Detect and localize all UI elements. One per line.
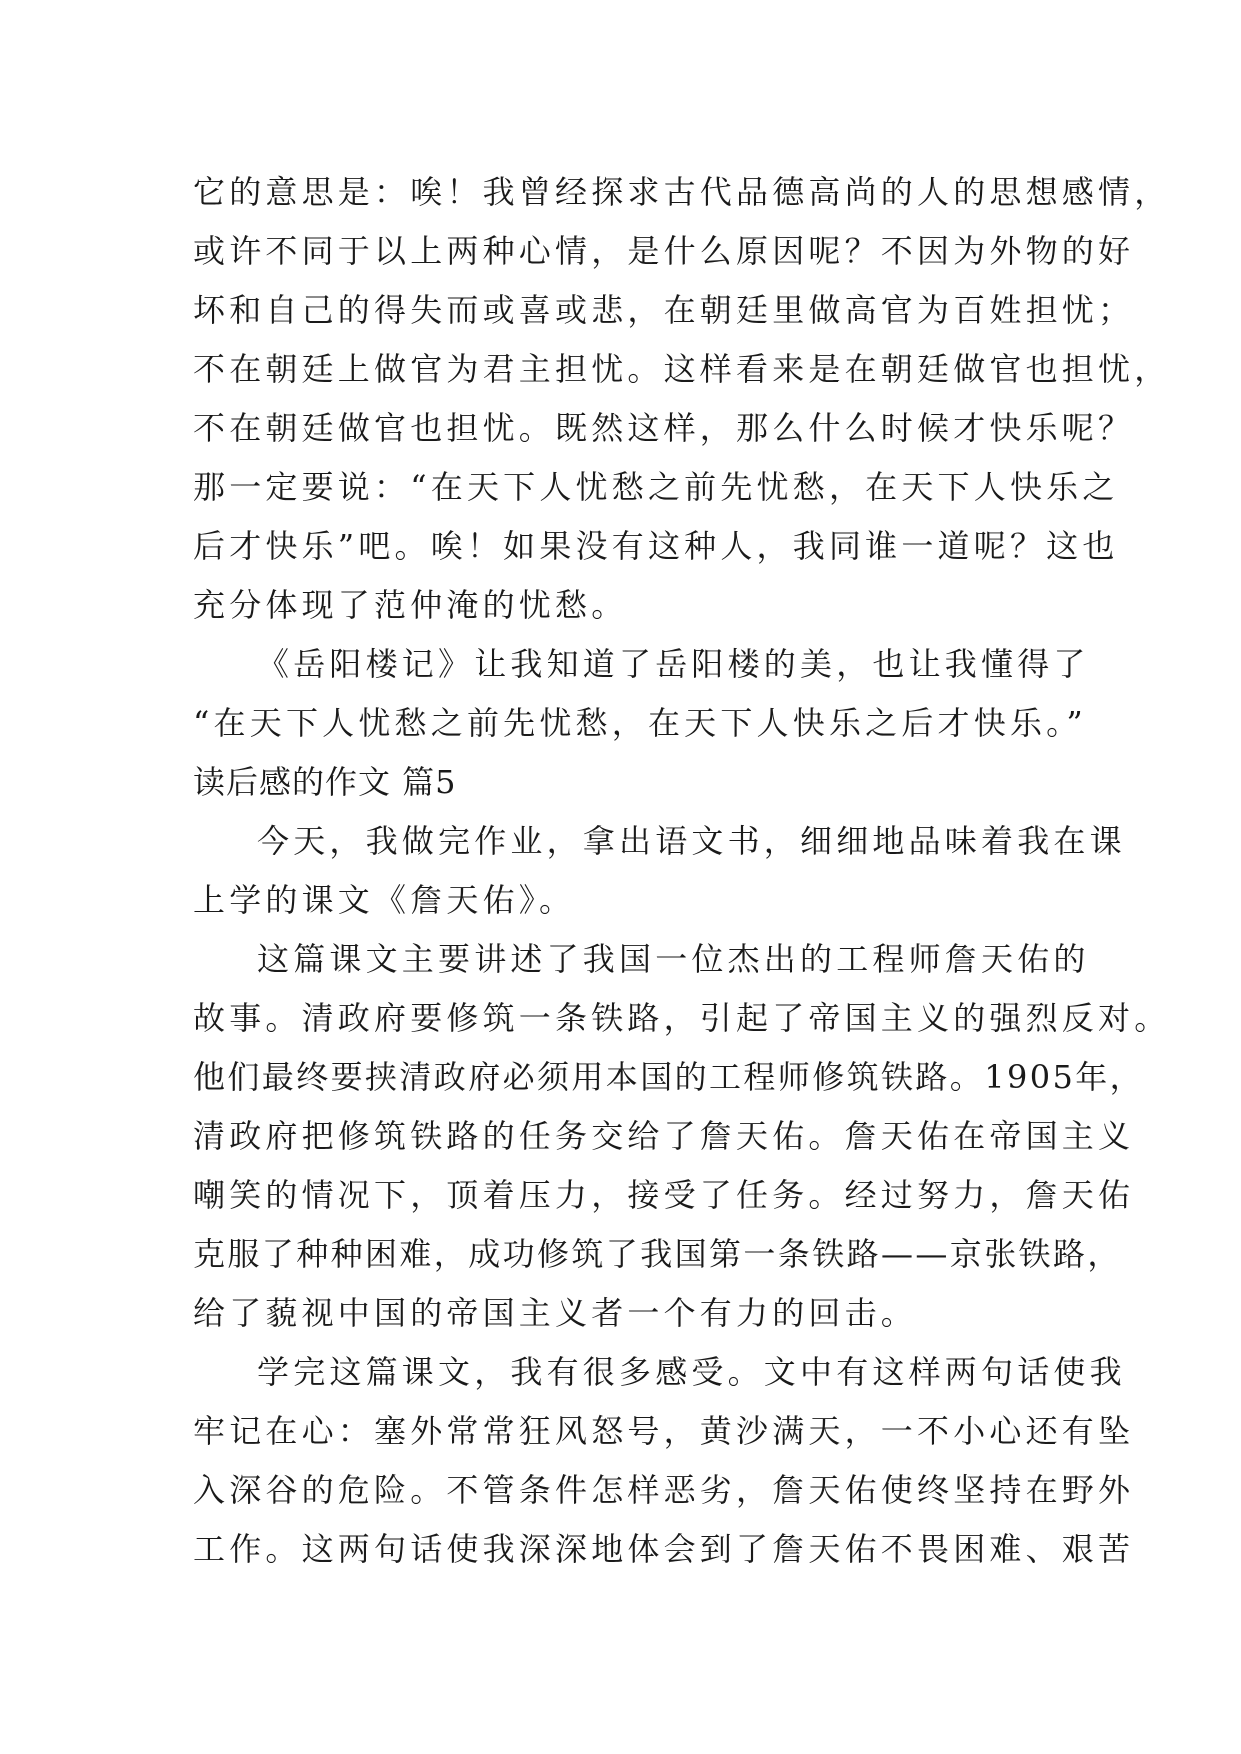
text-line: 上学的课文《詹天佑》。 xyxy=(193,881,576,919)
text-line: 工作。这两句话使我深深地体会到了詹天佑不畏困难、艰苦 xyxy=(193,1530,1135,1568)
text-line: 入深谷的危险。不管条件怎样恶劣，詹天佑使终坚持在野外 xyxy=(193,1471,1135,1509)
text-line: 《岳阳楼记》让我知道了岳阳楼的美，也让我懂得了 xyxy=(257,645,1090,683)
text-line: 学完这篇课文，我有很多感受。文中有这样两句话使我 xyxy=(257,1353,1126,1391)
text-line: 后才快乐”吧。唉！如果没有这种人，我同谁一道呢？这也 xyxy=(193,527,1119,565)
text-line: 那一定要说：“在天下人忧愁之前先忧愁，在天下人快乐之 xyxy=(193,468,1119,506)
document-body xyxy=(193,163,1171,1579)
text-line: 这篇课文主要讲述了我国一位杰出的工程师詹天佑的 xyxy=(257,940,1090,978)
text-line: 故事。清政府要修筑一条铁路，引起了帝国主义的强烈反对。 xyxy=(193,999,1171,1037)
text-line: 或许不同于以上两种心情，是什么原因呢？不因为外物的好 xyxy=(193,232,1135,270)
section-heading: 读后感的作文 篇5 xyxy=(193,763,457,801)
text-line: 嘲笑的情况下，顶着压力，接受了任务。经过努力，詹天佑 xyxy=(193,1176,1135,1214)
text-line: 坏和自己的得失而或喜或悲，在朝廷里做高官为百姓担忧； xyxy=(193,291,1135,329)
text-line: “在天下人忧愁之前先忧愁，在天下人快乐之后才快乐。” xyxy=(193,704,1087,742)
text-line: 牢记在心：塞外常常狂风怒号，黄沙满天，一不小心还有坠 xyxy=(193,1412,1135,1450)
text-line: 它的意思是：唉！我曾经探求古代品德高尚的人的思想感情， xyxy=(193,173,1171,211)
text-line: 他们最终要挟清政府必须用本国的工程师修筑铁路。1905年， xyxy=(193,1058,1145,1096)
text-line: 充分体现了范仲淹的忧愁。 xyxy=(193,586,628,624)
text-line: 不在朝廷做官也担忧。既然这样，那么什么时候才快乐呢？ xyxy=(193,409,1135,447)
text-line: 不在朝廷上做官为君主担忧。这样看来是在朝廷做官也担忧， xyxy=(193,350,1171,388)
text-line: 给了藐视中国的帝国主义者一个有力的回击。 xyxy=(193,1294,918,1332)
text-line: 今天，我做完作业，拿出语文书，细细地品味着我在课 xyxy=(257,822,1126,860)
text-line: 清政府把修筑铁路的任务交给了詹天佑。詹天佑在帝国主义 xyxy=(193,1117,1135,1155)
text-line: 克服了种种困难，成功修筑了我国第一条铁路——京张铁路， xyxy=(193,1235,1122,1273)
